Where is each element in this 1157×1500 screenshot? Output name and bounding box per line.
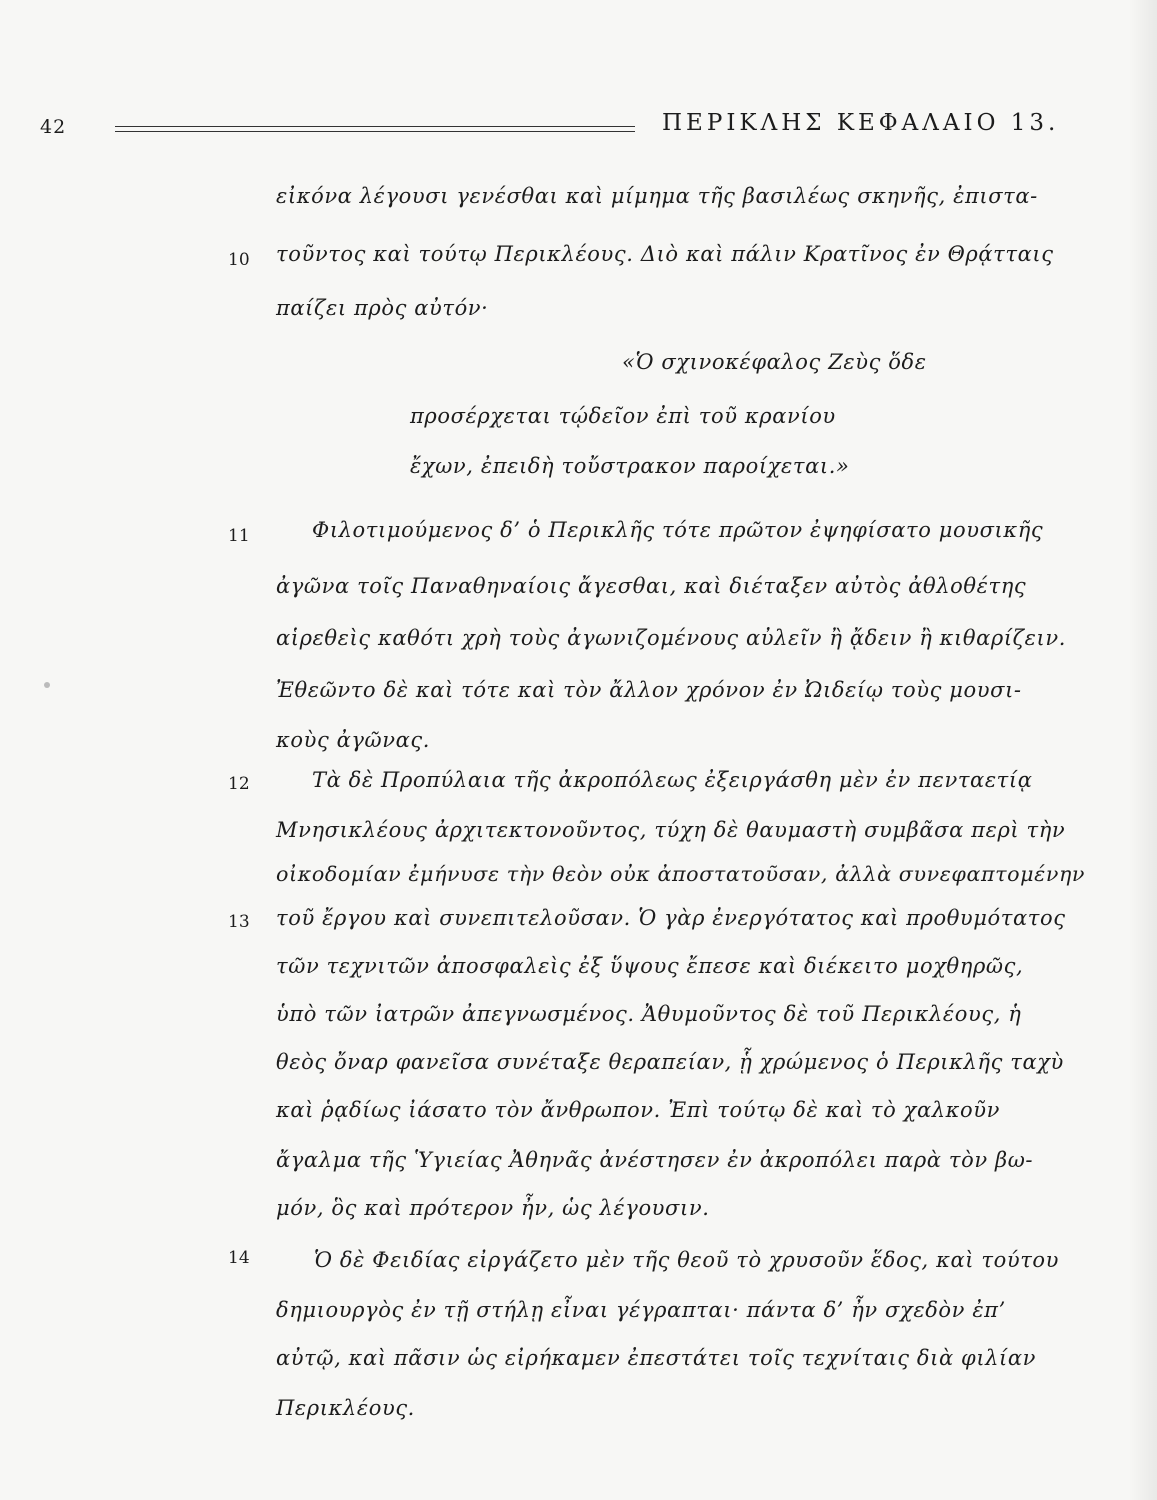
text-line: Μνησικλέους ἀρχιτεκτονοῦντος, τύχη δὲ θαυμαστὴ συμβᾶσα περὶ τὴν [276,818,1066,842]
running-header [40,104,1080,144]
text-line: αἱρεθεὶς καθότι χρὴ τοὺς ἀγωνιζομένους αὐλεῖν ἢ ᾄδειν ἢ κιθαρίζειν. [276,626,1066,650]
text-line: παίζει πρὸς αὐτόν· [276,296,489,320]
text-line: Τὰ δὲ Προπύλαια τῆς ἀκροπόλεως ἐξειργάσθη μὲν ἐν πενταετίᾳ [312,768,1033,792]
running-title: ΠΕΡΙΚΛΗΣ ΚΕΦΑΛΑΙΟ 13. [662,110,1060,136]
section-number: 13 [228,912,250,932]
header-rule [115,126,635,127]
section-number: 14 [228,1248,250,1268]
text-line: τοῦντος καὶ τούτῳ Περικλέους. Διὸ καὶ πάλιν Κρατῖνος ἐν Θρᾴτταις [276,242,1054,266]
text-line: δημιουργὸς ἐν τῇ στήλῃ εἶναι γέγραπται· πάντα δ’ ἦν σχεδὸν ἐπ’ [276,1298,1006,1322]
text-line: οἰκοδομίαν ἐμήνυσε τὴν θεὸν οὐκ ἀποστατοῦσαν, ἀλλὰ συνεφαπτομένην [276,862,1086,886]
section-number: 10 [228,250,250,270]
text-line: ἄγαλμα τῆς Ὑγιείας Ἀθηνᾶς ἀνέστησεν ἐν ἀκροπόλει παρὰ τὸν βω- [276,1148,1034,1172]
text-line: τοῦ ἔργου καὶ συνεπιτελοῦσαν. Ὁ γὰρ ἐνεργότατος καὶ προθυμότατος [276,906,1066,930]
header-rule [115,131,635,132]
text-line: τῶν τεχνιτῶν ἀποσφαλεὶς ἐξ ὕψους ἔπεσε καὶ διέκειτο μοχθηρῶς, [276,954,1024,978]
text-line: Ἐθεῶντο δὲ καὶ τότε καὶ τὸν ἄλλον χρόνον ἐν Ὠιδείῳ τοὺς μουσι- [276,678,1022,702]
text-line: αὐτῷ, καὶ πᾶσιν ὡς εἰρήκαμεν ἐπεστάτει τοῖς τεχνίταις διὰ φιλίαν [276,1346,1037,1370]
verse-line: προσέρχεται τῴδεῖον ἐπὶ τοῦ κρανίου [410,404,836,428]
binding-shadow [1129,0,1157,1500]
verse-line: ἔχων, ἐπειδὴ τοὔστρακον παροίχεται.» [410,454,850,478]
verse-line: «Ὁ σχινοκέφαλος Ζεὺς ὅδε [622,350,927,374]
margin-mark [44,682,50,688]
text-line: καὶ ῥᾳδίως ἰάσατο τὸν ἄνθρωπον. Ἐπὶ τούτῳ δὲ καὶ τὸ χαλκοῦν [276,1098,1001,1122]
page-number: 42 [40,116,67,138]
text-line: Φιλοτιμούμενος δ’ ὁ Περικλῆς τότε πρῶτον ἐψηφίσατο μουσικῆς [312,518,1044,542]
text-line: ἀγῶνα τοῖς Παναθηναίοις ἄγεσθαι, καὶ διέταξεν αὐτὸς ἀθλοθέτης [276,574,1027,598]
section-number: 11 [228,526,250,546]
text-line: εἰκόνα λέγουσι γενέσθαι καὶ μίμημα τῆς βασιλέως σκηνῆς, ἐπιστα- [276,184,1038,208]
text-line: Ὁ δὲ Φειδίας εἰργάζετο μὲν τῆς θεοῦ τὸ χρυσοῦν ἕδος, καὶ τούτου [314,1248,1060,1272]
text-line: ὑπὸ τῶν ἰατρῶν ἀπεγνωσμένος. Ἀθυμοῦντος δὲ τοῦ Περικλέους, ἡ [276,1002,1022,1026]
text-line: Περικλέους. [276,1396,415,1420]
section-number: 12 [228,774,250,794]
text-line: μόν, ὃς καὶ πρότερον ἦν, ὡς λέγουσιν. [276,1196,710,1220]
text-line: κοὺς ἀγῶνας. [276,728,431,752]
text-line: θεὸς ὄναρ φανεῖσα συνέταξε θεραπείαν, ᾗ χρώμενος ὁ Περικλῆς ταχὺ [276,1050,1064,1074]
